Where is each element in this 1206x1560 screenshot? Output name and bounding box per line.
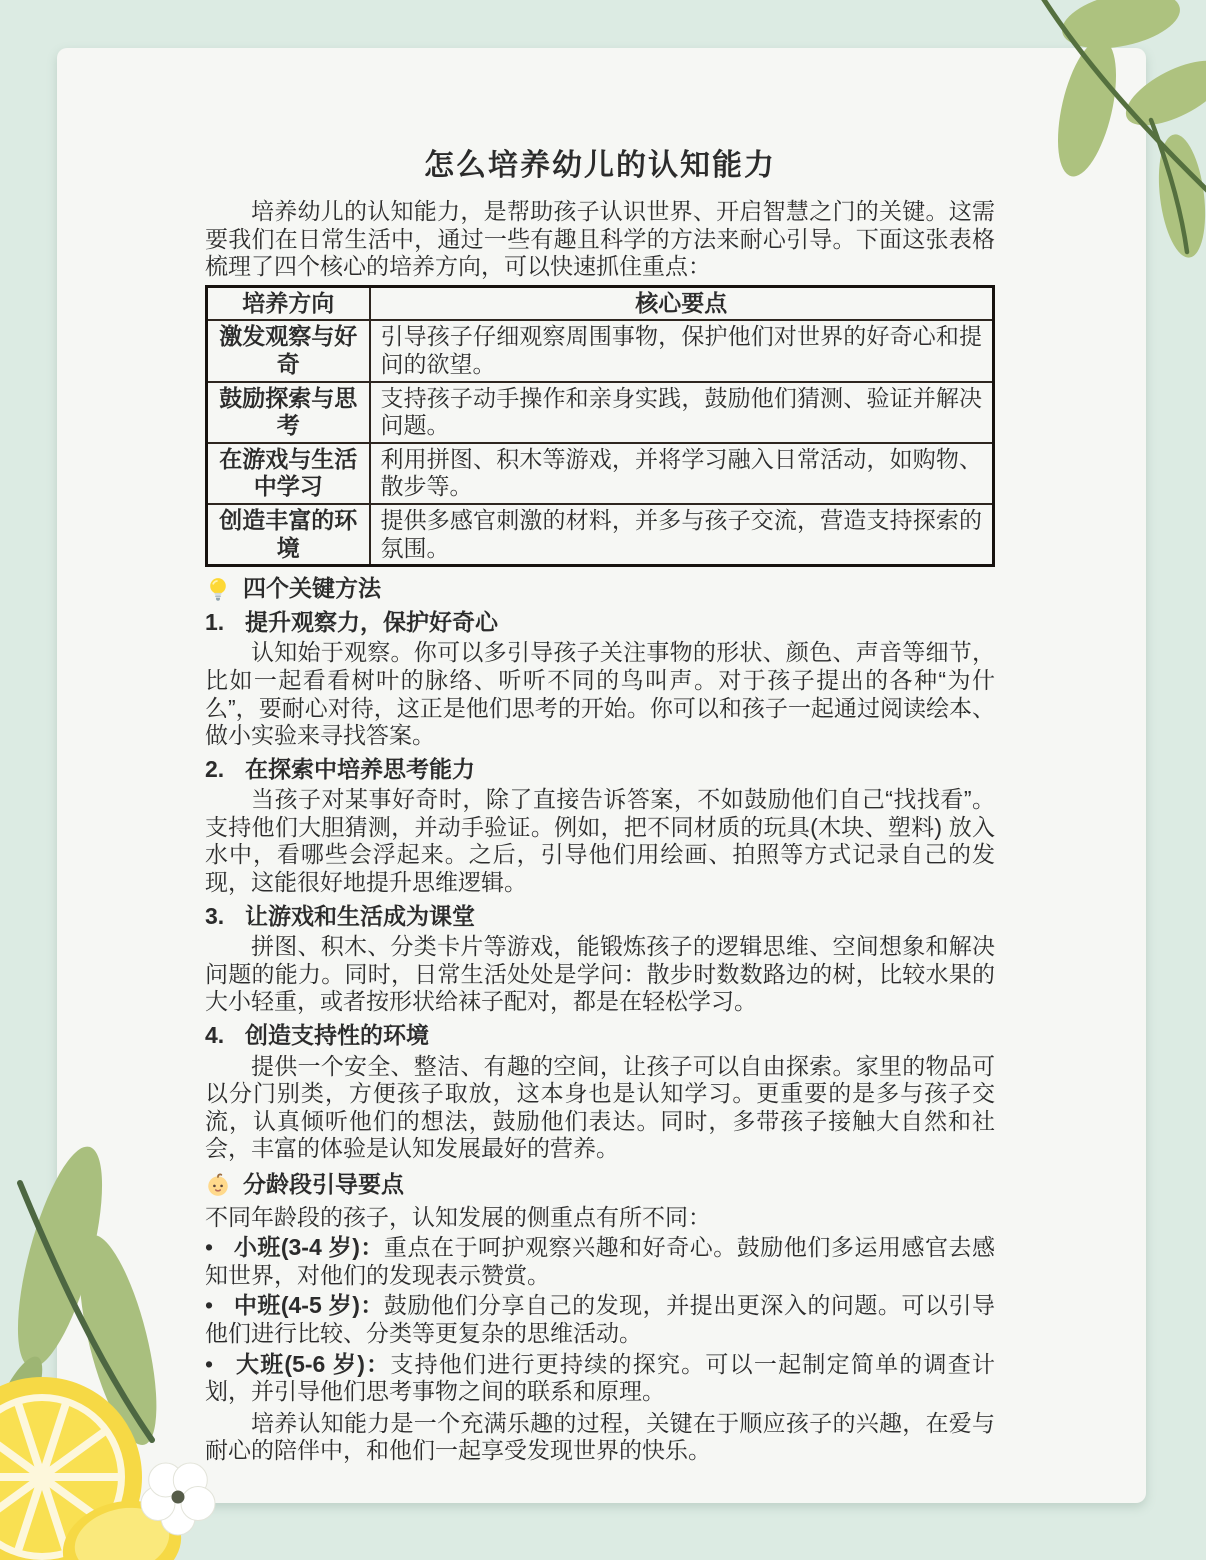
table-header-points: 核心要点: [370, 286, 994, 320]
cell-direction: 鼓励探索与思考: [207, 382, 370, 443]
method-body: 认知始于观察。你可以多引导孩子关注事物的形状、颜色、声音等细节，比如一起看看树叶的脉络、听听不同的鸟叫声。对于孩子提出的各种“为什么”，要耐心对待，这正是他们思考的开始。你可以和孩子一起通过阅读绘本、做小实验来寻找答案。: [205, 639, 995, 749]
age-bullet-text: 鼓励他们分享自己的发现，并提出更深入的问题。可以引导他们进行比较、分类等更复杂的思维活动。: [205, 1292, 996, 1346]
table-row: [207, 320, 994, 381]
cell-direction: 创造丰富的环境: [207, 504, 370, 566]
age-bullet-text: 支持他们进行更持续的探究。可以一起制定简单的调查计划，并引导他们思考事物之间的联系和原理。: [205, 1350, 996, 1405]
age-bullet-item: [205, 1234, 995, 1289]
cell-points: 利用拼图、积木等游戏，并将学习融入日常活动，如购物、散步等。: [370, 443, 994, 504]
cell-direction: 在游戏与生活中学习: [207, 443, 370, 504]
method-number: 2.: [205, 755, 225, 782]
methods-section-heading: [205, 575, 995, 603]
note-card: [57, 48, 1146, 1503]
method-item-heading: [205, 1022, 995, 1050]
method-title: 让游戏和生活成为课堂: [245, 902, 475, 929]
age-bullet-label: 大班(5-6 岁)：: [235, 1350, 391, 1377]
age-bullet-label: 小班(3-4 岁)：: [233, 1234, 384, 1261]
cell-direction: 激发观察与好奇: [207, 320, 370, 381]
baby-icon: [205, 1172, 231, 1198]
method-body: 提供一个安全、整洁、有趣的空间，让孩子可以自由探索。家里的物品可以分门别类，方便孩子取放，这本身也是认知学习。更重要的是多与孩子交流，认真倾听他们的想法，鼓励他们表达。同时，多带孩子接触大自然和社会，丰富的体验是认知发展最好的营养。: [205, 1052, 995, 1162]
method-number: 4.: [205, 1022, 225, 1049]
cell-points: 引导孩子仔细观察周围事物，保护他们对世界的好奇心和提问的欲望。: [370, 320, 994, 381]
method-body: 拼图、积木、分类卡片等游戏，能锻炼孩子的逻辑思维、空间想象和解决问题的能力。同时，日常生活处处是学问：散步时数数路边的树，比较水果的大小轻重，或者按形状给袜子配对，都是在轻松学习。: [205, 933, 995, 1015]
method-number: 1.: [205, 608, 225, 635]
method-item-heading: [205, 903, 995, 931]
summary-table: [205, 285, 995, 567]
method-item-heading: [205, 609, 995, 637]
section-heading-label: 四个关键方法: [243, 575, 381, 602]
age-bullet-text: 重点在于呵护观察兴趣和好奇心。鼓励他们多运用感官去感知世界，对他们的发现表示赞赏。: [205, 1234, 996, 1288]
method-body: 当孩子对某事好奇时，除了直接告诉答案，不如鼓励他们自己“找找看”。支持他们大胆猜测，并动手验证。例如，把不同材质的玩具(木块、塑料) 放入水中，看哪些会浮起来。之后，引导他们用绘画、拍照等方式记录自己的发现，这能很好地提升思维逻辑。: [205, 786, 995, 896]
method-title: 创造支持性的环境: [245, 1022, 429, 1049]
page-title: 怎么培养幼儿的认知能力: [424, 149, 776, 182]
table-row: [207, 443, 994, 504]
ages-section-heading: [205, 1171, 995, 1199]
method-title: 提升观察力，保护好奇心: [245, 608, 498, 635]
lightbulb-icon: [205, 576, 231, 602]
section-heading-label: 分龄段引导要点: [243, 1171, 404, 1197]
cell-points: 提供多感官刺激的材料，并多与孩子交流，营造支持探索的氛围。: [370, 504, 994, 566]
document-content: [205, 148, 995, 1465]
table-row: [207, 382, 994, 443]
age-bullet-label: 中班(4-5 岁)：: [233, 1292, 384, 1319]
method-number: 3.: [205, 902, 225, 929]
intro-paragraph: 培养幼儿的认知能力，是帮助孩子认识世界、开启智慧之门的关键。这需要我们在日常生活中，通过一些有趣且科学的方法来耐心引导。下面这张表格梳理了四个核心的培养方向，可以快速抓住重点：: [205, 198, 995, 280]
cell-points: 支持孩子动手操作和亲身实践，鼓励他们猜测、验证并解决问题。: [370, 382, 994, 443]
age-bullet-item: [205, 1351, 995, 1406]
closing-paragraph: 培养认知能力是一个充满乐趣的过程，关键在于顺应孩子的兴趣，在爱与耐心的陪伴中，和他们一起享受发现世界的快乐。: [205, 1409, 995, 1464]
method-title: 在探索中培养思考能力: [245, 755, 475, 782]
table-header-direction: 培养方向: [207, 286, 370, 320]
method-item-heading: [205, 756, 995, 784]
ages-lead: 不同年龄段的孩子，认知发展的侧重点有所不同：: [205, 1203, 711, 1230]
table-row: [207, 504, 994, 566]
age-bullet-item: [205, 1292, 995, 1347]
table-header-row: [207, 286, 994, 320]
